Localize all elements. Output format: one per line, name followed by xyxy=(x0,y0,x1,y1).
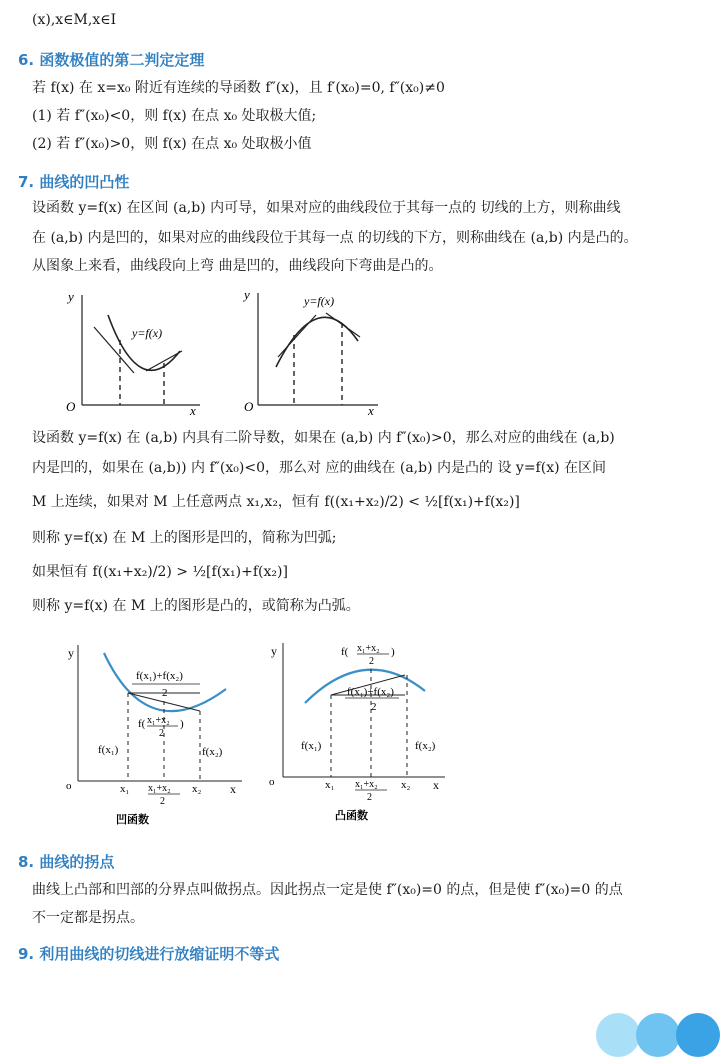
avg-denominator: 2 xyxy=(162,687,168,699)
axis-label-y: y xyxy=(68,289,74,304)
figure-concave-tangent xyxy=(62,285,207,420)
fmid-close: ) xyxy=(391,646,395,658)
avg-numerator: f(x₁)+f(x₂) xyxy=(347,686,394,698)
fmid-numerator: x₁+x₂ xyxy=(147,715,170,726)
origin-label: o xyxy=(269,776,275,788)
fmid-denominator: 2 xyxy=(159,728,164,739)
fmid-denominator: 2 xyxy=(369,656,374,667)
curve-label: y=f(x) xyxy=(304,294,335,308)
fmid-f: f( xyxy=(341,646,349,658)
figure-convex-tangent xyxy=(240,285,385,420)
text-line-8b: 不一定都是拐点。 xyxy=(32,910,144,926)
text-line-8a: 曲线上凸部和凹部的分界点叫做拐点。因此拐点一定是使 f″(x₀)=0 的点，但是使 f″(x₀)=0 的点 xyxy=(32,882,623,898)
tangent-line xyxy=(278,315,316,357)
text-line-7d: 设函数 y=f(x) 在 (a,b) 内具有二阶导数，如果在 (a,b) 内 f″(x₀)>0，那么对应的曲线在 (a,b) xyxy=(32,430,615,446)
curve-label: y=f(x) xyxy=(132,326,163,340)
heading-section-7: 7. 曲线的凹凸性 xyxy=(18,173,130,191)
x1-label: x₁ xyxy=(325,779,335,791)
figure-caption: 凸函数 xyxy=(335,810,368,822)
fx1-label: f(x₁) xyxy=(301,740,322,752)
fmid-f: f( xyxy=(138,718,146,730)
fx2-label: f(x₂) xyxy=(415,740,436,752)
text-line-6a: 若 f(x) 在 x=x₀ 附近有连续的导函数 f″(x)，且 f′(x₀)=0, f″(x₀)≠0 xyxy=(32,80,445,96)
x2-label: x₂ xyxy=(401,779,411,791)
text-line-7b: 在 (a,b) 内是凹的，如果对应的曲线段位于其每一点 的切线的下方，则称曲线在 (a,b) 内是凸的。 xyxy=(32,230,638,246)
fmid-numerator: x₁+x₂ xyxy=(357,643,380,654)
tangent-line xyxy=(94,327,134,373)
fx2-label: f(x₂) xyxy=(202,746,223,758)
axis-label-y: y xyxy=(244,287,250,302)
text-line-6b: (1) 若 f″(x₀)<0，则 f(x) 在点 x₀ 处取极大值; xyxy=(32,108,317,124)
text-line-7a: 设函数 y=f(x) 在区间 (a,b) 内可导，如果对应的曲线段位于其每一点的 切线的上方，则称曲线 xyxy=(32,200,621,216)
x2-label: x₂ xyxy=(192,783,202,795)
axis-label-x: x xyxy=(368,403,374,418)
axis-label-x: x xyxy=(230,782,236,796)
x1-label: x₁ xyxy=(120,783,130,795)
avg-numerator: f(x₁)+f(x₂) xyxy=(136,670,183,682)
axis-label-y: y xyxy=(68,646,74,660)
xm-denominator: 2 xyxy=(367,792,372,803)
text-line-7e: 内是凹的，如果在 (a,b)) 内 f″(x₀)<0，那么对 应的曲线在 (a,b) 内是凸的 设 y=f(x) 在区间 xyxy=(32,460,606,476)
axis-label-x: x xyxy=(433,778,439,792)
heading-section-9: 9. 利用曲线的切线进行放缩证明不等式 xyxy=(18,945,280,963)
text-line-intro: (x),x∈M,x∈I xyxy=(32,12,117,28)
figure-concave-function xyxy=(60,635,255,830)
figure-caption: 凹函数 xyxy=(116,814,149,826)
fx1-label: f(x₁) xyxy=(98,744,119,756)
xm-numerator: x₁+x₂ xyxy=(148,783,171,794)
text-line-7g: 则称 y=f(x) 在 M 上的图形是凹的，简称为凹弧; xyxy=(32,530,337,546)
text-line-6c: (2) 若 f″(x₀)>0，则 f(x) 在点 x₀ 处取极小值 xyxy=(32,136,312,152)
origin-label: O xyxy=(244,399,254,414)
fmid-close: ) xyxy=(180,718,184,730)
avg-denominator: 2 xyxy=(371,701,377,713)
origin-label: O xyxy=(66,399,76,414)
heading-section-6: 6. 函数极值的第二判定定理 xyxy=(18,51,205,69)
decoration-bubble xyxy=(636,1013,680,1057)
text-line-7c: 从图象上来看，曲线段向上弯 曲是凹的，曲线段向下弯曲是凸的。 xyxy=(32,258,443,274)
curve xyxy=(108,315,180,370)
text-line-7f: M 上连续，如果对 M 上任意两点 x₁,x₂，恒有 f((x₁+x₂)/2) < ½[f(x₁)+f(x₂)] xyxy=(32,494,520,510)
axis-label-x: x xyxy=(190,403,196,418)
xm-denominator: 2 xyxy=(160,796,165,807)
decoration-bubble xyxy=(596,1013,640,1057)
axis-label-y: y xyxy=(271,644,277,658)
curve xyxy=(276,317,358,367)
xm-numerator: x₁+x₂ xyxy=(355,779,378,790)
heading-section-8: 8. 曲线的拐点 xyxy=(18,853,115,871)
origin-label: o xyxy=(66,780,72,792)
tangent-line xyxy=(326,313,360,337)
figure-convex-function xyxy=(265,635,460,830)
text-line-7i: 则称 y=f(x) 在 M 上的图形是凸的，或简称为凸弧。 xyxy=(32,598,360,614)
text-line-7h: 如果恒有 f((x₁+x₂)/2) > ½[f(x₁)+f(x₂)] xyxy=(32,564,288,580)
decoration-bubble xyxy=(676,1013,720,1057)
